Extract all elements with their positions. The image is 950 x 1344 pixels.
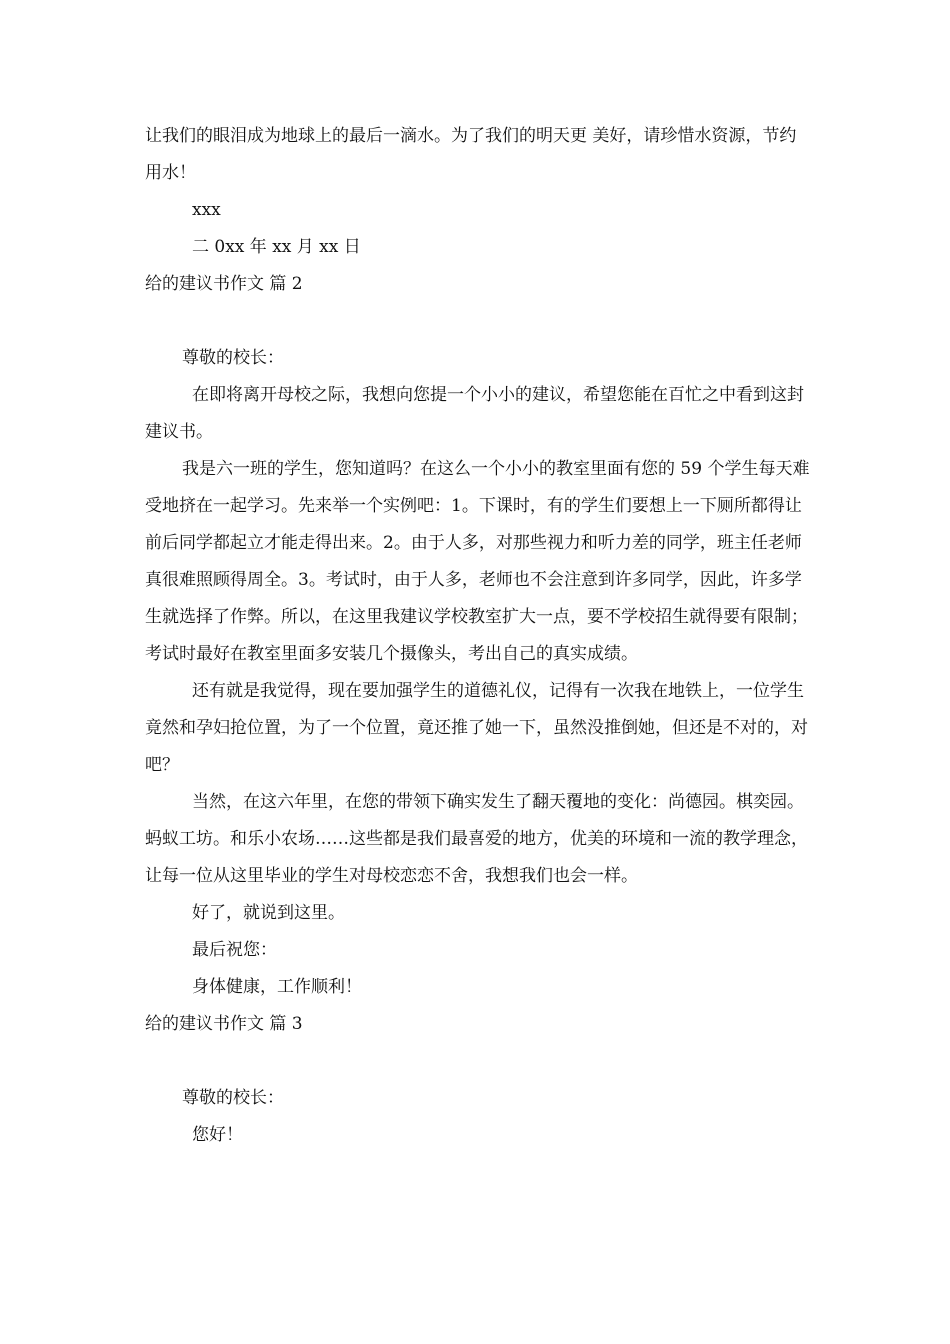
salutation: 尊敬的校长： xyxy=(182,1088,284,1108)
closing-paragraph: 让我们的眼泪成为地球上的最后一滴水。为了我们的明天更 美好，请珍惜水资源，节约用水！ xyxy=(145,126,797,183)
document-page xyxy=(145,118,810,1154)
body-paragraph: 还有就是我觉得，现在要加强学生的道德礼仪，记得有一次我在地铁上，一位学生竟然和孕妇抢位置，为了一个位置，竟还推了她一下，虽然没推倒她，但还是不对的，对吧？ xyxy=(145,681,808,775)
section-heading-3: 给的建议书作文 篇 3 xyxy=(145,1014,303,1034)
greeting: 您好！ xyxy=(192,1125,243,1145)
body-paragraph: 好了，就说到这里。 xyxy=(192,903,345,923)
letter-date: 二 0xx 年 xx 月 xx 日 xyxy=(192,237,361,257)
body-paragraph: 身体健康，工作顺利！ xyxy=(192,977,362,997)
body-paragraph: 最后祝您： xyxy=(192,940,277,960)
body-paragraph: 我是六一班的学生，您知道吗？在这么一个小小的教室里面有您的 59 个学生每天难受地挤在一起学习。先来举一个实例吧：1。下课时，有的学生们要想上一下厕所都得让前后同学都起立才能走得出来。2。由于人多，对那些视力和听力差的同学，班主任老师真很难照顾得周全。3。考试时，由于人多，老师也不会注意到许多同学，因此，许多学生就选择了作弊。所以，在这里我建议学校教室扩大一点，要不学校招生就得要有限制；考试时最好在教室里面多安装几个摄像头，考出自己的真实成绩。 xyxy=(145,459,810,664)
spacer xyxy=(145,303,810,340)
signature: xxx xyxy=(192,200,221,220)
section-heading-2: 给的建议书作文 篇 2 xyxy=(145,274,303,294)
body-paragraph: 当然，在这六年里，在您的带领下确实发生了翻天覆地的变化：尚德园。棋奕园。蚂蚁工坊。和乐小农场……这些都是我们最喜爱的地方，优美的环境和一流的教学理念，让每一位从这里毕业的学生对母校恋恋不舍，我想我们也会一样。 xyxy=(145,792,808,886)
salutation: 尊敬的校长： xyxy=(182,348,284,368)
spacer xyxy=(145,1043,810,1080)
body-paragraph: 在即将离开母校之际，我想向您提一个小小的建议，希望您能在百忙之中看到这封建议书。 xyxy=(145,385,804,442)
